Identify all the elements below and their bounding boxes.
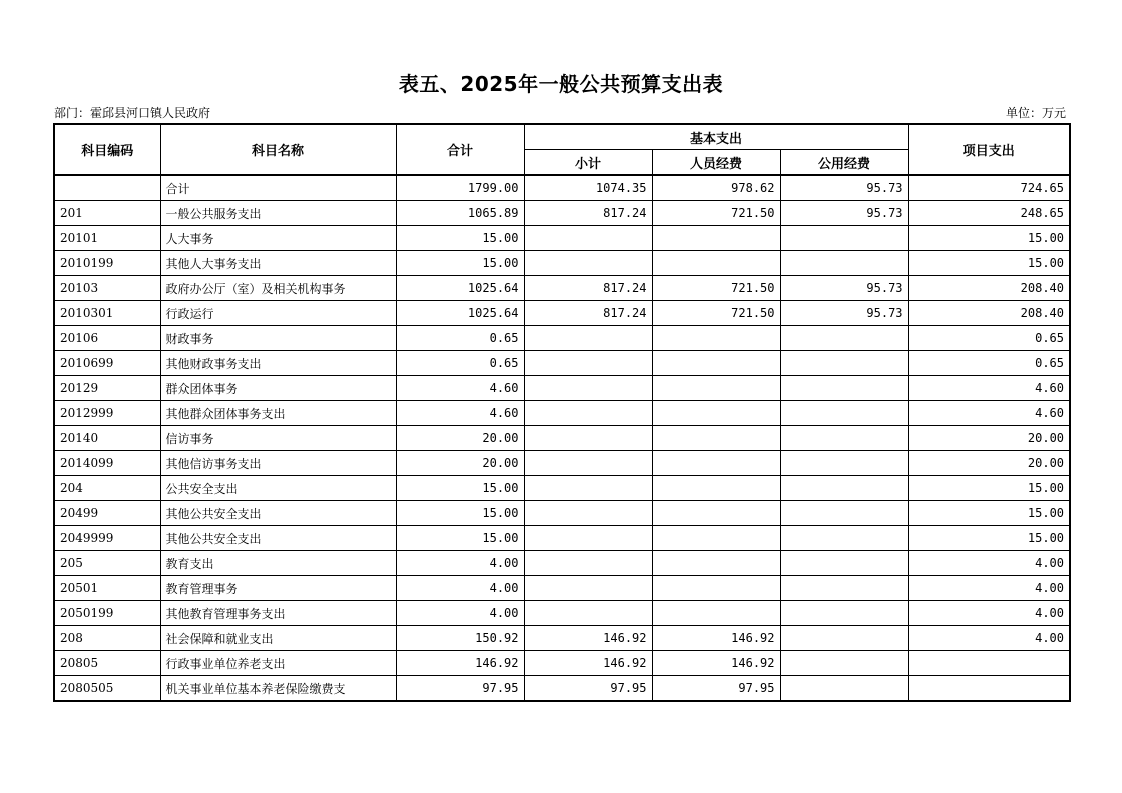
cell-code: 20501 bbox=[54, 576, 160, 601]
table-row bbox=[54, 326, 1070, 351]
cell-subtotal bbox=[524, 476, 652, 501]
cell-public bbox=[780, 326, 908, 351]
table-row bbox=[54, 226, 1070, 251]
cell-code: 20140 bbox=[54, 426, 160, 451]
cell-name: 人大事务 bbox=[160, 226, 396, 251]
cell-code: 2049999 bbox=[54, 526, 160, 551]
cell-personnel bbox=[652, 351, 780, 376]
cell-public bbox=[780, 576, 908, 601]
table-row bbox=[54, 376, 1070, 401]
cell-code: 20106 bbox=[54, 326, 160, 351]
cell-project: 4.00 bbox=[908, 626, 1070, 651]
cell-subtotal bbox=[524, 326, 652, 351]
cell-name: 教育支出 bbox=[160, 551, 396, 576]
cell-subtotal bbox=[524, 501, 652, 526]
cell-total: 20.00 bbox=[396, 451, 524, 476]
table-row bbox=[54, 301, 1070, 326]
cell-public bbox=[780, 601, 908, 626]
cell-subtotal bbox=[524, 401, 652, 426]
cell-project: 208.40 bbox=[908, 301, 1070, 326]
cell-public bbox=[780, 451, 908, 476]
cell-subtotal: 1074.35 bbox=[524, 175, 652, 201]
cell-personnel: 721.50 bbox=[652, 301, 780, 326]
header-code: 科目编码 bbox=[54, 124, 160, 175]
cell-total: 4.00 bbox=[396, 601, 524, 626]
cell-name: 一般公共服务支出 bbox=[160, 201, 396, 226]
table-row bbox=[54, 276, 1070, 301]
cell-name: 教育管理事务 bbox=[160, 576, 396, 601]
cell-public bbox=[780, 426, 908, 451]
cell-subtotal bbox=[524, 526, 652, 551]
cell-name: 其他群众团体事务支出 bbox=[160, 401, 396, 426]
cell-project: 4.00 bbox=[908, 576, 1070, 601]
cell-total: 146.92 bbox=[396, 651, 524, 676]
table-row bbox=[54, 201, 1070, 226]
cell-name: 其他财政事务支出 bbox=[160, 351, 396, 376]
cell-subtotal: 146.92 bbox=[524, 626, 652, 651]
cell-total: 4.60 bbox=[396, 401, 524, 426]
cell-total: 1025.64 bbox=[396, 301, 524, 326]
cell-public bbox=[780, 526, 908, 551]
header-public: 公用经费 bbox=[780, 150, 908, 176]
cell-public bbox=[780, 376, 908, 401]
cell-subtotal: 817.24 bbox=[524, 201, 652, 226]
cell-code: 2010699 bbox=[54, 351, 160, 376]
cell-name: 行政事业单位养老支出 bbox=[160, 651, 396, 676]
cell-total: 15.00 bbox=[396, 251, 524, 276]
cell-project: 15.00 bbox=[908, 476, 1070, 501]
cell-subtotal bbox=[524, 376, 652, 401]
cell-personnel bbox=[652, 526, 780, 551]
cell-subtotal: 817.24 bbox=[524, 276, 652, 301]
cell-personnel: 97.95 bbox=[652, 676, 780, 702]
header-total: 合计 bbox=[396, 124, 524, 175]
cell-public bbox=[780, 651, 908, 676]
cell-total: 1799.00 bbox=[396, 175, 524, 201]
header-name: 科目名称 bbox=[160, 124, 396, 175]
cell-personnel bbox=[652, 501, 780, 526]
cell-project: 15.00 bbox=[908, 251, 1070, 276]
cell-project: 20.00 bbox=[908, 426, 1070, 451]
cell-subtotal bbox=[524, 351, 652, 376]
cell-code: 20103 bbox=[54, 276, 160, 301]
cell-name: 群众团体事务 bbox=[160, 376, 396, 401]
cell-total: 15.00 bbox=[396, 501, 524, 526]
cell-public bbox=[780, 676, 908, 702]
cell-project: 0.65 bbox=[908, 351, 1070, 376]
table-row bbox=[54, 676, 1070, 702]
table-row bbox=[54, 601, 1070, 626]
cell-project: 724.65 bbox=[908, 175, 1070, 201]
unit-label: 单位：万元 bbox=[1005, 106, 1066, 120]
cell-total: 1025.64 bbox=[396, 276, 524, 301]
cell-project: 20.00 bbox=[908, 451, 1070, 476]
cell-subtotal bbox=[524, 251, 652, 276]
cell-personnel: 978.62 bbox=[652, 175, 780, 201]
cell-project bbox=[908, 651, 1070, 676]
cell-name: 其他教育管理事务支出 bbox=[160, 601, 396, 626]
department-label: 部门：霍邱县河口镇人民政府 bbox=[54, 106, 211, 120]
cell-subtotal bbox=[524, 451, 652, 476]
table-row bbox=[54, 501, 1070, 526]
table-row bbox=[54, 351, 1070, 376]
cell-code: 20499 bbox=[54, 501, 160, 526]
header-subtotal: 小计 bbox=[524, 150, 652, 176]
cell-public bbox=[780, 551, 908, 576]
cell-code: 20129 bbox=[54, 376, 160, 401]
cell-name: 信访事务 bbox=[160, 426, 396, 451]
cell-project: 15.00 bbox=[908, 501, 1070, 526]
cell-personnel: 721.50 bbox=[652, 201, 780, 226]
table-body bbox=[54, 175, 1070, 701]
cell-project: 4.00 bbox=[908, 601, 1070, 626]
cell-total: 15.00 bbox=[396, 476, 524, 501]
cell-personnel bbox=[652, 451, 780, 476]
cell-code: 201 bbox=[54, 201, 160, 226]
cell-personnel: 146.92 bbox=[652, 651, 780, 676]
cell-public bbox=[780, 351, 908, 376]
cell-code: 2014099 bbox=[54, 451, 160, 476]
cell-project: 248.65 bbox=[908, 201, 1070, 226]
cell-total: 1065.89 bbox=[396, 201, 524, 226]
cell-subtotal bbox=[524, 576, 652, 601]
cell-name: 政府办公厅（室）及相关机构事务 bbox=[160, 276, 396, 301]
cell-code: 2010199 bbox=[54, 251, 160, 276]
cell-name: 财政事务 bbox=[160, 326, 396, 351]
cell-subtotal bbox=[524, 226, 652, 251]
header-project: 项目支出 bbox=[908, 124, 1070, 175]
cell-public bbox=[780, 251, 908, 276]
cell-total: 4.00 bbox=[396, 551, 524, 576]
cell-personnel bbox=[652, 226, 780, 251]
cell-public bbox=[780, 401, 908, 426]
cell-code: 2050199 bbox=[54, 601, 160, 626]
cell-name: 行政运行 bbox=[160, 301, 396, 326]
cell-project: 4.60 bbox=[908, 376, 1070, 401]
cell-subtotal bbox=[524, 601, 652, 626]
page-title: 表五、2025年一般公共预算支出表 bbox=[398, 72, 724, 96]
cell-project: 208.40 bbox=[908, 276, 1070, 301]
cell-code: 20805 bbox=[54, 651, 160, 676]
table-row bbox=[54, 476, 1070, 501]
header-personnel: 人员经费 bbox=[652, 150, 780, 176]
cell-project: 4.60 bbox=[908, 401, 1070, 426]
cell-project: 15.00 bbox=[908, 526, 1070, 551]
cell-total: 0.65 bbox=[396, 326, 524, 351]
cell-public bbox=[780, 626, 908, 651]
cell-name: 其他公共安全支出 bbox=[160, 501, 396, 526]
cell-project: 15.00 bbox=[908, 226, 1070, 251]
table-row bbox=[54, 551, 1070, 576]
cell-total: 15.00 bbox=[396, 526, 524, 551]
budget-table bbox=[53, 123, 1071, 702]
cell-code: 204 bbox=[54, 476, 160, 501]
cell-personnel bbox=[652, 426, 780, 451]
cell-public: 95.73 bbox=[780, 175, 908, 201]
cell-name: 公共安全支出 bbox=[160, 476, 396, 501]
cell-code bbox=[54, 175, 160, 201]
table-row bbox=[54, 576, 1070, 601]
cell-personnel bbox=[652, 551, 780, 576]
cell-subtotal: 146.92 bbox=[524, 651, 652, 676]
cell-personnel bbox=[652, 326, 780, 351]
header-basic: 基本支出 bbox=[524, 124, 908, 150]
cell-subtotal bbox=[524, 426, 652, 451]
cell-total: 15.00 bbox=[396, 226, 524, 251]
cell-personnel bbox=[652, 401, 780, 426]
cell-personnel bbox=[652, 376, 780, 401]
cell-subtotal bbox=[524, 551, 652, 576]
cell-personnel bbox=[652, 476, 780, 501]
cell-total: 4.60 bbox=[396, 376, 524, 401]
cell-name: 其他信访事务支出 bbox=[160, 451, 396, 476]
cell-name: 其他人大事务支出 bbox=[160, 251, 396, 276]
cell-code: 208 bbox=[54, 626, 160, 651]
cell-public: 95.73 bbox=[780, 201, 908, 226]
cell-total: 4.00 bbox=[396, 576, 524, 601]
cell-name: 其他公共安全支出 bbox=[160, 526, 396, 551]
table-header bbox=[54, 124, 1070, 175]
cell-code: 2080505 bbox=[54, 676, 160, 702]
table-row bbox=[54, 401, 1070, 426]
table-row bbox=[54, 175, 1070, 201]
cell-project: 0.65 bbox=[908, 326, 1070, 351]
cell-public bbox=[780, 476, 908, 501]
cell-project bbox=[908, 676, 1070, 702]
cell-total: 20.00 bbox=[396, 426, 524, 451]
cell-subtotal: 817.24 bbox=[524, 301, 652, 326]
table-row bbox=[54, 451, 1070, 476]
cell-code: 20101 bbox=[54, 226, 160, 251]
cell-code: 2012999 bbox=[54, 401, 160, 426]
cell-total: 0.65 bbox=[396, 351, 524, 376]
cell-code: 205 bbox=[54, 551, 160, 576]
cell-personnel: 721.50 bbox=[652, 276, 780, 301]
cell-public: 95.73 bbox=[780, 301, 908, 326]
cell-name: 机关事业单位基本养老保险缴费支 bbox=[160, 676, 396, 702]
table-row bbox=[54, 426, 1070, 451]
cell-public bbox=[780, 501, 908, 526]
table-row bbox=[54, 626, 1070, 651]
table-row bbox=[54, 526, 1070, 551]
cell-subtotal: 97.95 bbox=[524, 676, 652, 702]
table-row bbox=[54, 651, 1070, 676]
cell-name: 合计 bbox=[160, 175, 396, 201]
cell-public bbox=[780, 226, 908, 251]
cell-personnel: 146.92 bbox=[652, 626, 780, 651]
cell-personnel bbox=[652, 576, 780, 601]
table-row bbox=[54, 251, 1070, 276]
cell-total: 97.95 bbox=[396, 676, 524, 702]
cell-personnel bbox=[652, 251, 780, 276]
cell-name: 社会保障和就业支出 bbox=[160, 626, 396, 651]
cell-personnel bbox=[652, 601, 780, 626]
cell-code: 2010301 bbox=[54, 301, 160, 326]
cell-public: 95.73 bbox=[780, 276, 908, 301]
cell-total: 150.92 bbox=[396, 626, 524, 651]
cell-project: 4.00 bbox=[908, 551, 1070, 576]
